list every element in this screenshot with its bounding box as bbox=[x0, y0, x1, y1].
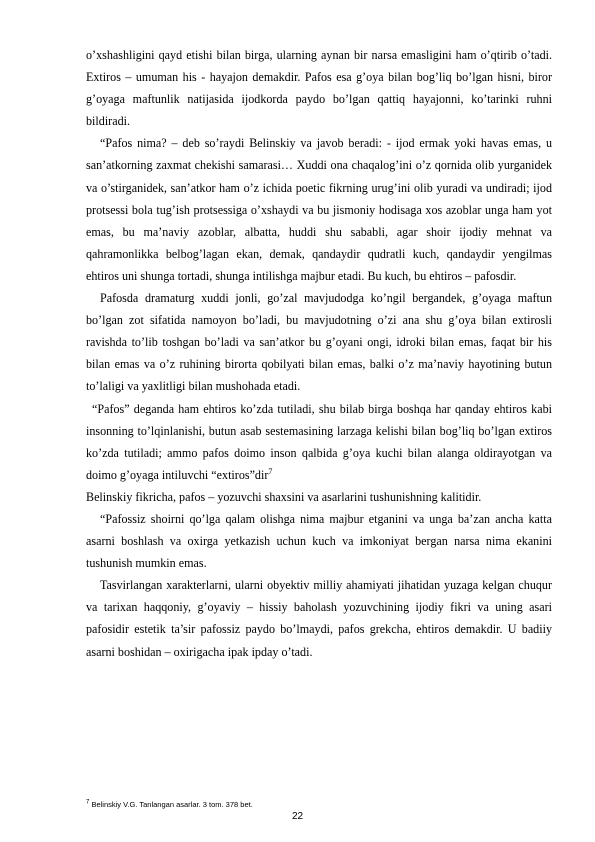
footnote-text: Belinskiy V.G. Tanlangan asarlar. 3 tom. 378 bet. bbox=[91, 800, 253, 809]
paragraph-1: o’xshashligini qayd etishi bilan birga, ularning aynan bir narsa emasligini ham o’qtirib o’tadi. Extiros – umuman his - hayajon demakdir. Pafos esa g’oya bilan bog’liq bo’lgan hisni, biror g’oyaga maftunlik natijasida ijodkorda paydo bo’lgan qattiq hayajonni, ko’tarinki ruhni bildiradi. bbox=[86, 48, 552, 129]
paragraph-5: Belinskiy fikricha, pafos – yozuvchi shaxsini va asarlarini tushunishning kalitidir. bbox=[86, 489, 482, 504]
paragraph-4 bbox=[86, 398, 552, 486]
paragraph-4-text: “Pafos” deganda ham ehtiros ko’zda tutiladi, shu bilab birga boshqa har qanday ehtiros kabi insonning to’lqinlanishi, butun asab sestemasining larzaga kelishi bilan bog’liq bo’lgan extiros ko’zda tutiladi; ammo pafos doimo inson qalbida g’oya kuchi bilan alanga oldirayotgan va doimo g’oyaga intiluvchi “extiros”dir bbox=[86, 401, 552, 482]
paragraph-6: “Pafossiz shoirni qo’lga qalam olishga nima majbur etganini va unga ba’zan ancha katta asarni boshlash va oxirga yetkazish uchun kuch va imkoniyat bergan narsa nima ekanini tushunish mumkin emas. bbox=[86, 511, 552, 571]
paragraph-7: Tasvirlangan xarakterlarni, ularni obyektiv milliy ahamiyati jihatidan yuzaga kelgan chuqur va tarixan haqqoniy, g’oyaviy – hissiy baholash yozuvchining ijodiy fikri va uning asari pafosidir estetik ta’sir pafossiz paydo bo’lmaydi, pafos grekcha, ehtiros demakdir. U badiiy asarni boshidan – oxirigacha ipak ipday o’tadi. bbox=[86, 578, 552, 659]
footnote-number: 7 bbox=[86, 799, 90, 806]
paragraph-3: Pafosda dramaturg xuddi jonli, go’zal mavjudodga ko’ngil bergandek, g’oyaga maftun bo’lgan zot sifatida namoyon bo’ladi, bu mavjudotning o’zi ana shu g’oya bilan extirosli ravishda to’lib toshgan bo’ladi va san’atkor bu g’oyani ongi, idroki bilan emas, faqat bir his bilan emas va o’z ruhining birorta qobilyati bilan emas, balki o’z ma’naviy hayotining butun to’laligi va yaxlitligi bilan mushohada etadi. bbox=[86, 291, 552, 394]
paragraph-2: “Pafos nima? – deb so’raydi Belinskiy va javob beradi: - ijod ermak yoki havas emas, u san’atkorning zaxmat chekishi samarasi… Xuddi ona chaqalog’ini o’z qornida olib yurganidek va o’stirganidek, san’atkor ham o’z ichida poetic fikrning urug’ini olib yuradi va undiradi; ijod protsessi bola tug’ish protsessiga o’xshaydi va bu jismoniy hodisaga xos azoblar unga ham yot emas, bu ma’naviy azoblar, albatta, huddi shu sababli, agar shoir ijodiy mehnat va qahramonlikka belbog’lagan ekan, demak, qandaydir qudratli kuch, qandaydir yengilmas ehtiros uni shunga tortadi, shunga intilishga majbur etadi. Bu kuch, bu ehtiros – pafosdir. bbox=[86, 136, 552, 283]
footnote-reference[interactable]: 7 bbox=[268, 466, 273, 476]
footnote bbox=[86, 800, 253, 810]
page-number: 22 bbox=[291, 811, 304, 822]
page-body bbox=[86, 44, 552, 663]
